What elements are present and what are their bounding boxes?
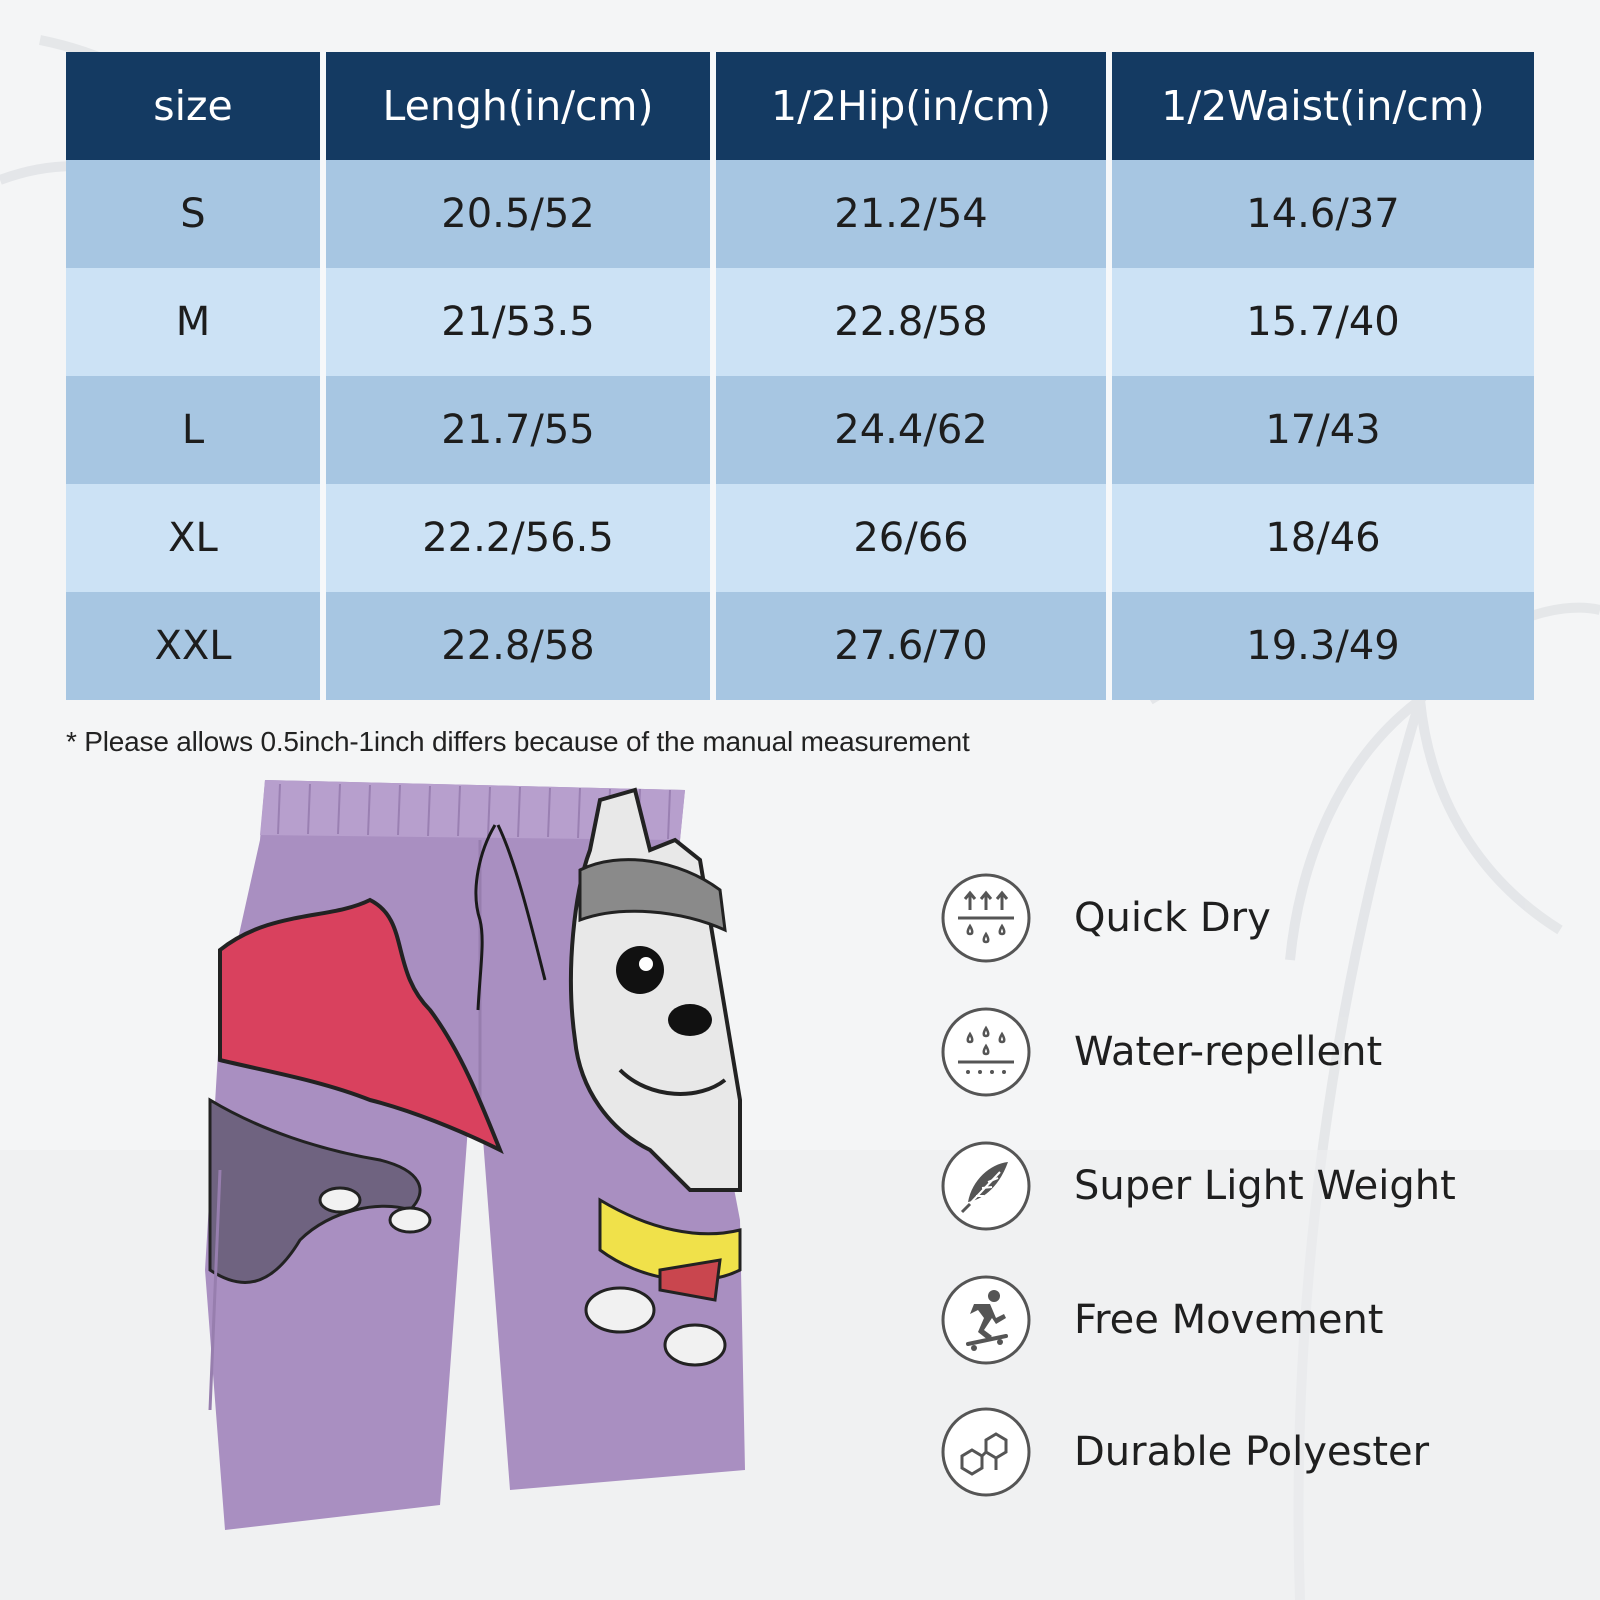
table-cell-waist: 18/46 (1112, 484, 1534, 592)
feature-label: Durable Polyester (1074, 1429, 1430, 1475)
header-length: Lengh(in/cm) (326, 52, 716, 160)
feature-durable-polyester (940, 1404, 1560, 1500)
table-cell-waist: 14.6/37 (1112, 160, 1534, 268)
table-cell-size: M (66, 268, 326, 376)
table-cell-waist: 19.3/49 (1112, 592, 1534, 700)
skateboarder-icon (940, 1274, 1032, 1366)
table-cell-hip: 21.2/54 (716, 160, 1112, 268)
header-half-hip: 1/2Hip(in/cm) (716, 52, 1112, 160)
table-cell-hip: 24.4/62 (716, 376, 1112, 484)
quick-dry-icon (940, 872, 1032, 964)
polyester-molecule-icon (940, 1406, 1032, 1498)
feature-label: Water-repellent (1074, 1029, 1383, 1075)
water-repellent-icon (940, 1006, 1032, 1098)
table-cell-waist: 15.7/40 (1112, 268, 1534, 376)
header-size: size (66, 52, 326, 160)
feature-label: Super Light Weight (1074, 1163, 1456, 1209)
feature-water-repellent (940, 1004, 1560, 1100)
table-cell-hip: 22.8/58 (716, 268, 1112, 376)
table-cell-size: S (66, 160, 326, 268)
size-chart-table (66, 52, 1534, 700)
feature-label: Quick Dry (1074, 895, 1271, 941)
feather-icon (940, 1140, 1032, 1232)
table-cell-length: 22.2/56.5 (326, 484, 716, 592)
table-cell-length: 20.5/52 (326, 160, 716, 268)
header-half-waist: 1/2Waist(in/cm) (1112, 52, 1534, 160)
table-cell-size: L (66, 376, 326, 484)
feature-free-movement (940, 1272, 1560, 1368)
board-shorts-image (180, 770, 780, 1570)
table-cell-length: 21/53.5 (326, 268, 716, 376)
feature-super-light-weight (940, 1138, 1560, 1234)
table-cell-hip: 26/66 (716, 484, 1112, 592)
table-cell-length: 22.8/58 (326, 592, 716, 700)
feature-label: Free Movement (1074, 1297, 1384, 1343)
table-cell-size: XXL (66, 592, 326, 700)
measurement-note: * Please allows 0.5inch-1inch differs because of the manual measurement (66, 726, 970, 757)
table-cell-size: XL (66, 484, 326, 592)
table-cell-length: 21.7/55 (326, 376, 716, 484)
table-cell-waist: 17/43 (1112, 376, 1534, 484)
table-cell-hip: 27.6/70 (716, 592, 1112, 700)
feature-quick-dry (940, 870, 1560, 966)
